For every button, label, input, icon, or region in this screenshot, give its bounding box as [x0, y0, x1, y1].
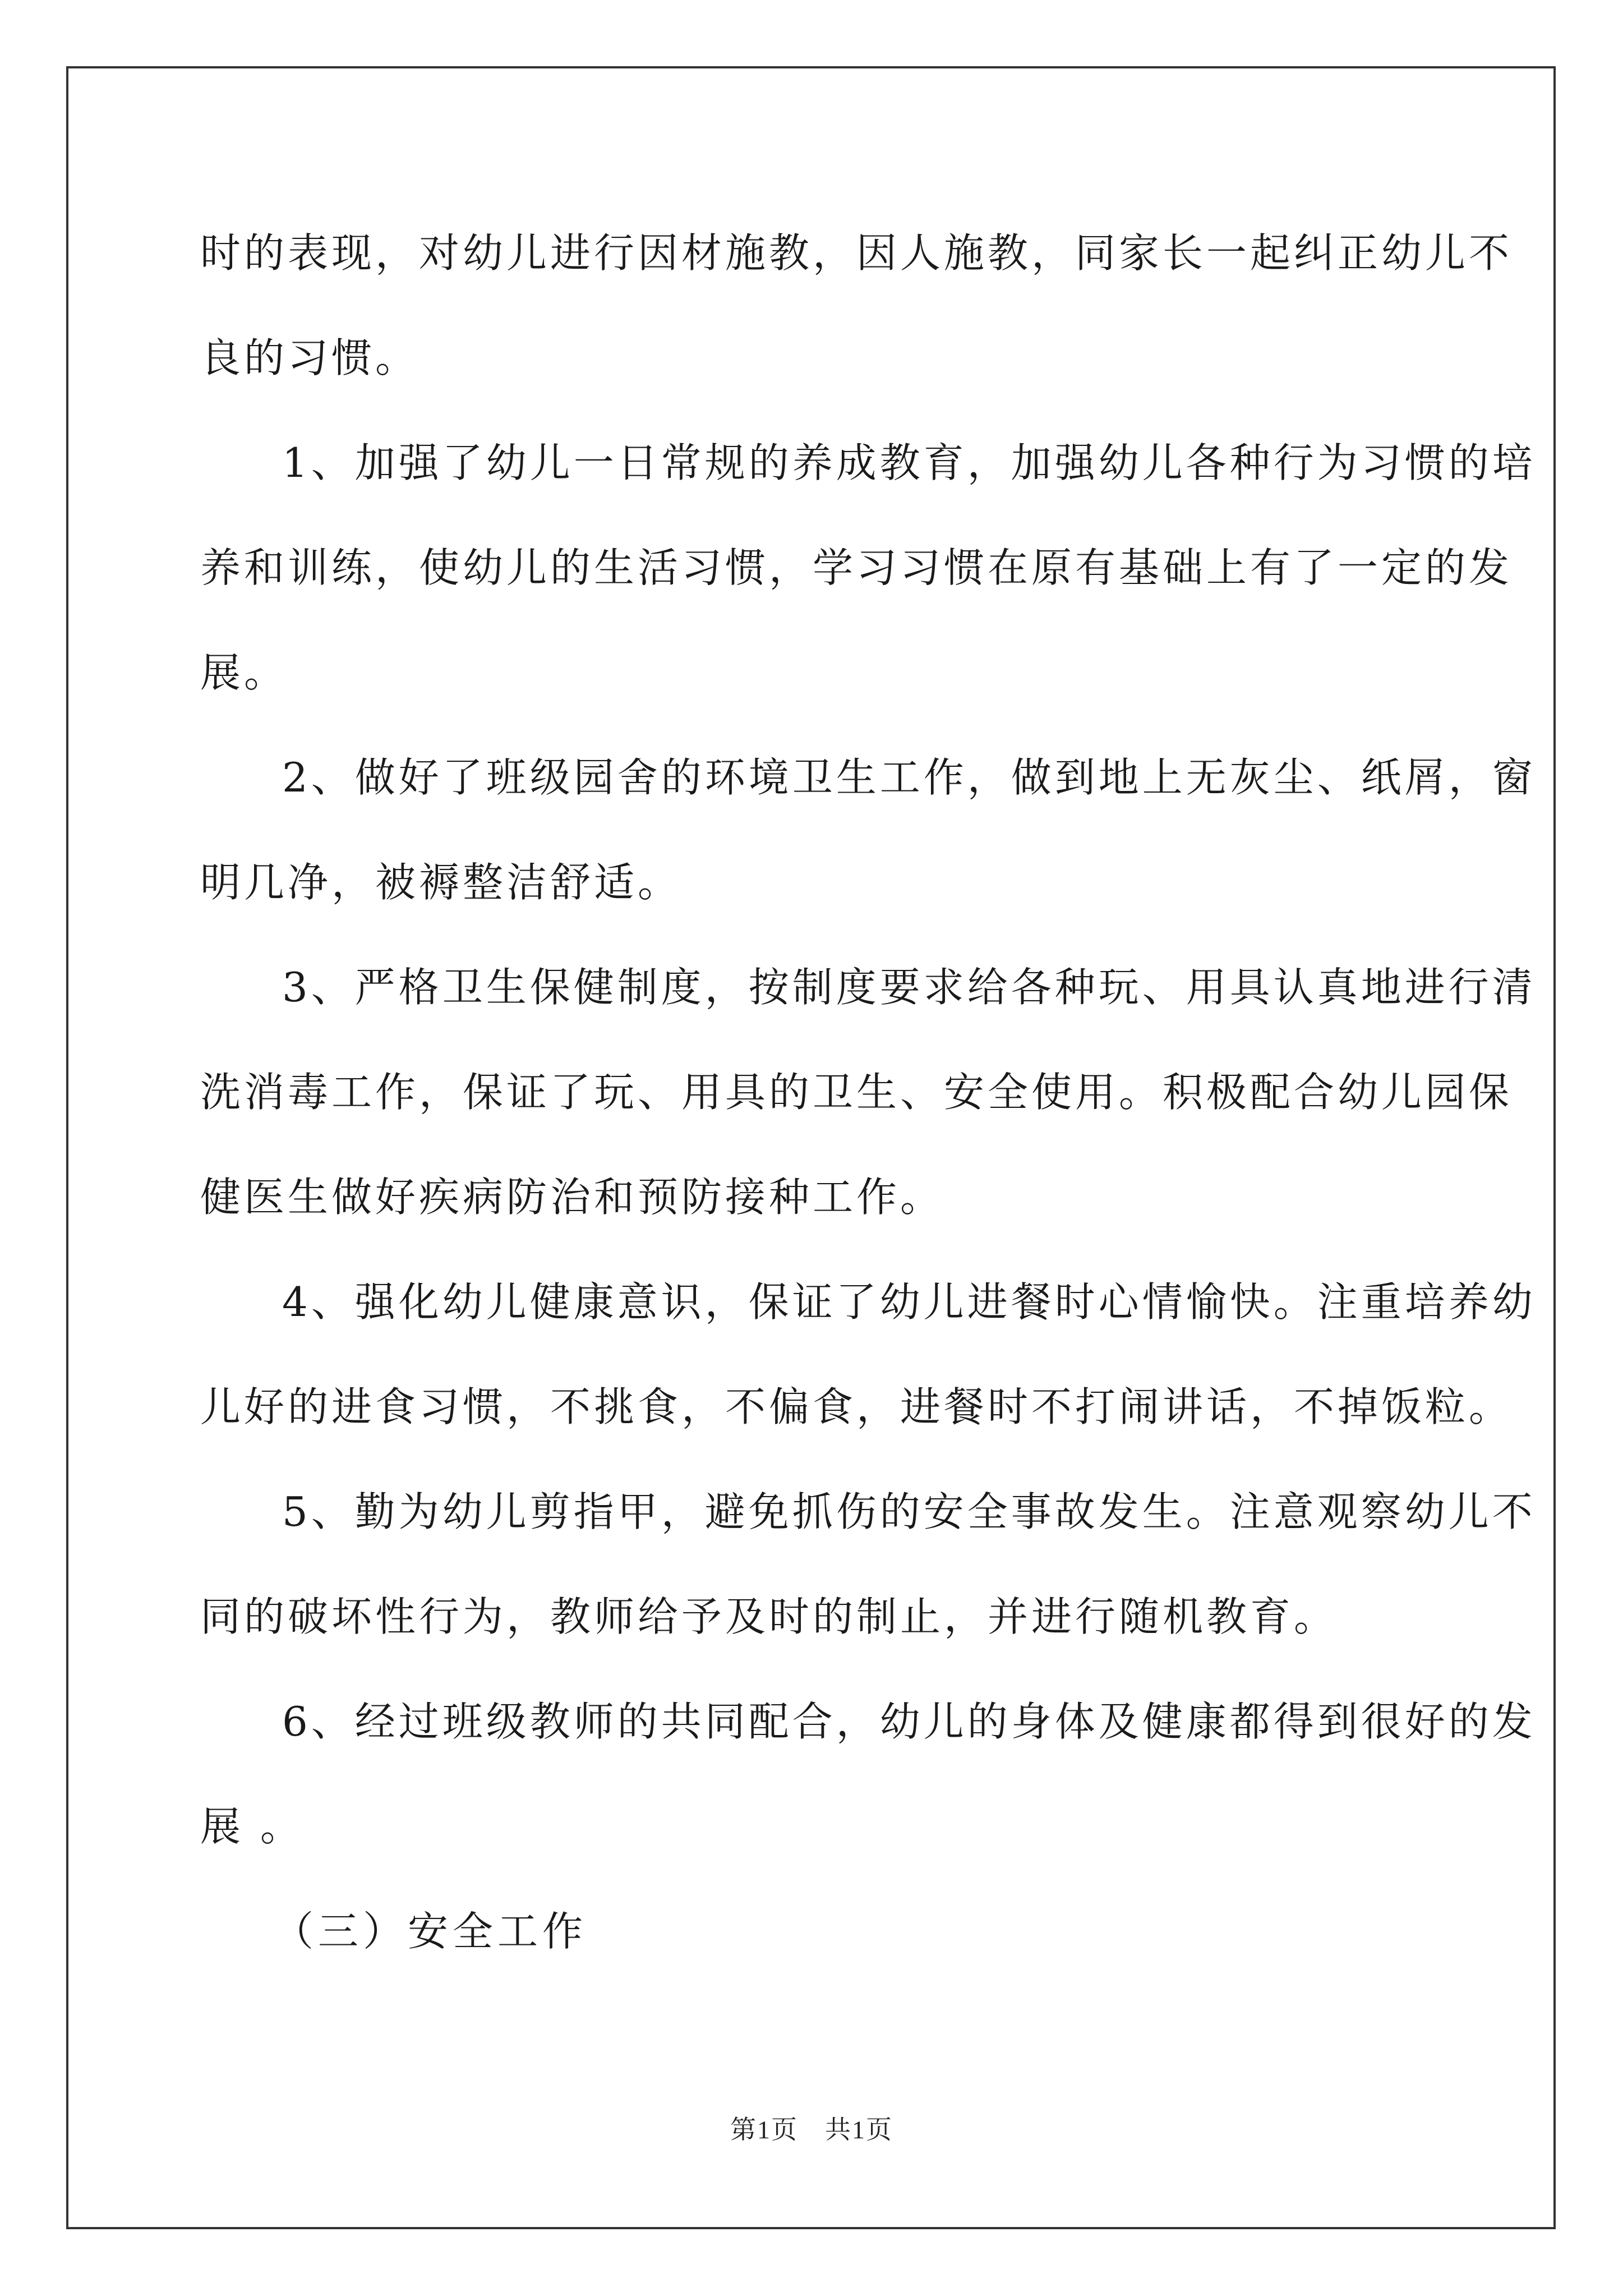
text-line: 展。: [200, 649, 288, 696]
text-line: 良的习惯。: [200, 334, 419, 381]
text-line: 展 。: [200, 1803, 304, 1850]
section-heading: （三）安全工作: [273, 1908, 588, 1955]
text-line: 1、加强了幼儿一日常规的养成教育，加强幼儿各种行为习惯的培: [282, 439, 1536, 486]
text-line: 养和训练，使幼儿的生活习惯，学习习惯在原有基础上有了一定的发: [200, 544, 1513, 591]
text-line: 儿好的进食习惯，不挑食，不偏食，进餐时不打闹讲话，不掉饭粒。: [200, 1383, 1513, 1430]
text-line: 明几净，被褥整洁舒适。: [200, 859, 682, 906]
text-line: 时的表现，对幼儿进行因材施教，因人施教，同家长一起纠正幼儿不: [200, 229, 1513, 277]
text-line: 4、强化幼儿健康意识，保证了幼儿进餐时心情愉快。注重培养幼: [282, 1278, 1536, 1326]
page-number: 第1页 共1页: [730, 2115, 893, 2144]
text-line: 5、勤为幼儿剪指甲，避免抓伤的安全事故发生。注意观察幼儿不: [282, 1488, 1536, 1535]
text-line: 2、做好了班级园舍的环境卫生工作，做到地上无灰尘、纸屑，窗: [282, 754, 1536, 801]
text-line: 6、经过班级教师的共同配合，幼儿的身体及健康都得到很好的发: [282, 1698, 1536, 1745]
text-line: 同的破坏性行为，教师给予及时的制止，并进行随机教育。: [200, 1593, 1338, 1640]
document-body: [200, 211, 1536, 1994]
text-line: 健医生做好疾病防治和预防接种工作。: [200, 1174, 944, 1221]
text-line: 3、严格卫生保健制度，按制度要求给各种玩、用具认真地进行清: [282, 964, 1536, 1011]
text-line: 洗消毒工作，保证了玩、用具的卫生、安全使用。积极配合幼儿园保: [200, 1069, 1513, 1116]
